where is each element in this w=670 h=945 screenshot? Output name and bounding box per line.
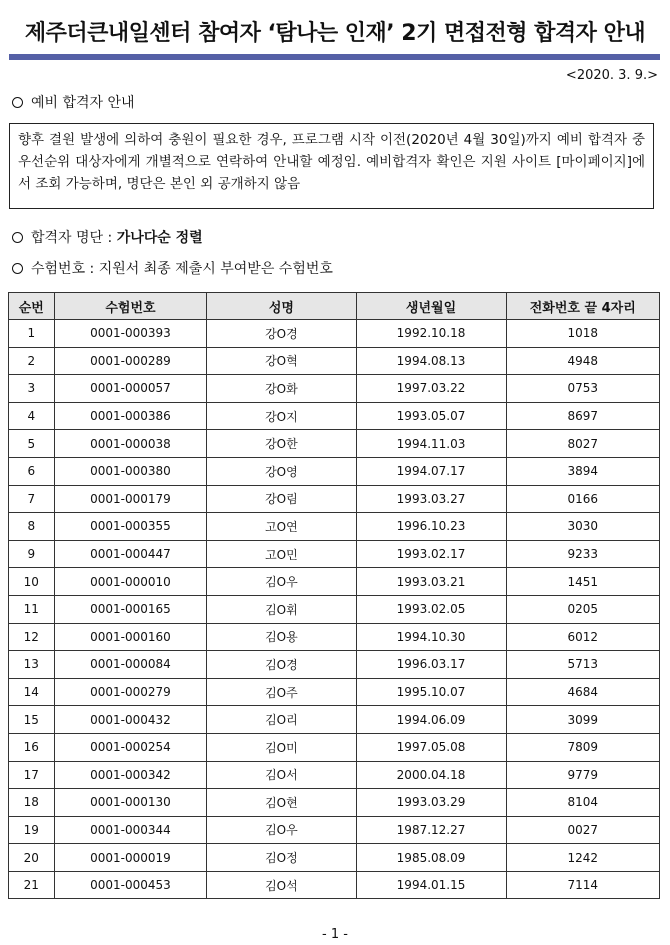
cell-no: 5 [9, 430, 55, 458]
results-table [8, 292, 660, 899]
reserve-heading-text: 예비 합격자 안내 [31, 95, 135, 111]
cell-no: 2 [9, 347, 55, 375]
col-header-name: 성명 [207, 293, 356, 320]
circle-bullet-icon [12, 97, 23, 108]
cell-birthdate: 1994.11.03 [356, 430, 506, 458]
table-row [9, 733, 660, 761]
cell-exam-number: 0001-000380 [54, 457, 207, 485]
cell-exam-number: 0001-000179 [54, 485, 207, 513]
cell-birthdate: 2000.04.18 [356, 761, 506, 789]
cell-no: 9 [9, 540, 55, 568]
cell-phone-last4: 1451 [506, 568, 659, 596]
page-title: 제주더큰내일센터 참여자 ‘탐나는 인재’ 2기 면접전형 합격자 안내 [24, 21, 646, 46]
cell-no: 21 [9, 871, 55, 899]
table-row [9, 568, 660, 596]
cell-no: 14 [9, 678, 55, 706]
cell-phone-last4: 9779 [506, 761, 659, 789]
cell-exam-number: 0001-000432 [54, 706, 207, 734]
cell-name: 강O한 [207, 430, 356, 458]
cell-birthdate: 1997.03.22 [356, 375, 506, 403]
cell-phone-last4: 0753 [506, 375, 659, 403]
cell-birthdate: 1996.10.23 [356, 513, 506, 541]
cell-no: 17 [9, 761, 55, 789]
cell-phone-last4: 8104 [506, 789, 659, 817]
cell-exam-number: 0001-000355 [54, 513, 207, 541]
cell-name: 김O미 [207, 733, 356, 761]
table-row [9, 402, 660, 430]
cell-birthdate: 1994.01.15 [356, 871, 506, 899]
table-row [9, 651, 660, 679]
table-row [9, 485, 660, 513]
cell-no: 4 [9, 402, 55, 430]
document-date: <2020. 3. 9.> [565, 68, 658, 83]
cell-no: 6 [9, 457, 55, 485]
cell-name: 김O우 [207, 816, 356, 844]
table-row [9, 844, 660, 872]
cell-no: 13 [9, 651, 55, 679]
cell-name: 김O우 [207, 568, 356, 596]
table-row [9, 375, 660, 403]
cell-birthdate: 1993.02.05 [356, 595, 506, 623]
cell-no: 1 [9, 320, 55, 348]
circle-bullet-icon [12, 232, 23, 243]
cell-exam-number: 0001-000289 [54, 347, 207, 375]
col-header-birthdate: 생년월일 [356, 293, 506, 320]
cell-phone-last4: 6012 [506, 623, 659, 651]
cell-name: 강O영 [207, 457, 356, 485]
cell-no: 19 [9, 816, 55, 844]
cell-phone-last4: 4684 [506, 678, 659, 706]
cell-phone-last4: 0166 [506, 485, 659, 513]
cell-name: 김O휘 [207, 595, 356, 623]
cell-no: 8 [9, 513, 55, 541]
cell-phone-last4: 4948 [506, 347, 659, 375]
col-header-exam-number: 수험번호 [54, 293, 207, 320]
table-row [9, 430, 660, 458]
cell-name: 김O용 [207, 623, 356, 651]
results-table-body [9, 320, 660, 899]
cell-phone-last4: 3030 [506, 513, 659, 541]
cell-no: 15 [9, 706, 55, 734]
cell-name: 고O연 [207, 513, 356, 541]
table-row [9, 789, 660, 817]
cell-birthdate: 1997.05.08 [356, 733, 506, 761]
cell-name: 김O경 [207, 651, 356, 679]
cell-exam-number: 0001-000386 [54, 402, 207, 430]
exam-number-note [12, 258, 333, 278]
cell-exam-number: 0001-000038 [54, 430, 207, 458]
cell-name: 강O림 [207, 485, 356, 513]
cell-name: 김O정 [207, 844, 356, 872]
cell-name: 김O석 [207, 871, 356, 899]
col-header-no: 순번 [9, 293, 55, 320]
cell-name: 고O민 [207, 540, 356, 568]
cell-birthdate: 1993.03.21 [356, 568, 506, 596]
cell-phone-last4: 8027 [506, 430, 659, 458]
cell-birthdate: 1994.07.17 [356, 457, 506, 485]
cell-exam-number: 0001-000393 [54, 320, 207, 348]
cell-birthdate: 1993.03.29 [356, 789, 506, 817]
cell-exam-number: 0001-000279 [54, 678, 207, 706]
cell-no: 3 [9, 375, 55, 403]
cell-birthdate: 1993.02.17 [356, 540, 506, 568]
cell-birthdate: 1996.03.17 [356, 651, 506, 679]
title-underline-bar [9, 54, 660, 60]
cell-birthdate: 1994.08.13 [356, 347, 506, 375]
table-header-row [9, 293, 660, 320]
cell-birthdate: 1993.03.27 [356, 485, 506, 513]
cell-no: 12 [9, 623, 55, 651]
cell-exam-number: 0001-000019 [54, 844, 207, 872]
reserve-heading [12, 92, 135, 112]
cell-birthdate: 1985.08.09 [356, 844, 506, 872]
cell-phone-last4: 3099 [506, 706, 659, 734]
cell-name: 김O리 [207, 706, 356, 734]
cell-exam-number: 0001-000453 [54, 871, 207, 899]
cell-exam-number: 0001-000342 [54, 761, 207, 789]
cell-phone-last4: 1242 [506, 844, 659, 872]
cell-no: 16 [9, 733, 55, 761]
table-row [9, 871, 660, 899]
cell-birthdate: 1993.05.07 [356, 402, 506, 430]
exam-number-note-text: 수험번호 : 지원서 최종 제출시 부여받은 수험번호 [31, 261, 333, 277]
table-row [9, 816, 660, 844]
table-row [9, 678, 660, 706]
cell-birthdate: 1994.10.30 [356, 623, 506, 651]
cell-phone-last4: 7809 [506, 733, 659, 761]
col-header-phone-last4: 전화번호 끝 4자리 [506, 293, 659, 320]
cell-exam-number: 0001-000344 [54, 816, 207, 844]
table-row [9, 347, 660, 375]
table-row [9, 540, 660, 568]
cell-birthdate: 1992.10.18 [356, 320, 506, 348]
cell-exam-number: 0001-000160 [54, 623, 207, 651]
cell-phone-last4: 5713 [506, 651, 659, 679]
cell-name: 김O주 [207, 678, 356, 706]
cell-name: 강O혁 [207, 347, 356, 375]
table-row [9, 320, 660, 348]
cell-name: 강O경 [207, 320, 356, 348]
cell-exam-number: 0001-000165 [54, 595, 207, 623]
table-row [9, 623, 660, 651]
cell-name: 김O현 [207, 789, 356, 817]
cell-phone-last4: 7114 [506, 871, 659, 899]
table-row [9, 457, 660, 485]
cell-phone-last4: 8697 [506, 402, 659, 430]
cell-phone-last4: 9233 [506, 540, 659, 568]
cell-name: 김O서 [207, 761, 356, 789]
cell-name: 강O화 [207, 375, 356, 403]
list-heading-sort: 가나다순 정렬 [116, 230, 203, 246]
cell-exam-number: 0001-000254 [54, 733, 207, 761]
cell-exam-number: 0001-000057 [54, 375, 207, 403]
cell-phone-last4: 0027 [506, 816, 659, 844]
list-heading-prefix: 합격자 명단 : [31, 230, 117, 246]
list-heading [12, 227, 203, 247]
page-number: - 1 - [322, 927, 348, 942]
table-row [9, 706, 660, 734]
cell-no: 7 [9, 485, 55, 513]
cell-no: 10 [9, 568, 55, 596]
cell-phone-last4: 3894 [506, 457, 659, 485]
cell-phone-last4: 0205 [506, 595, 659, 623]
reserve-notice-box: 향후 결원 발생에 의하여 충원이 필요한 경우, 프로그램 시작 이전(2020년 4월 30일)까지 예비 합격자 중 우선순위 대상자에게 개별적으로 연락하여 안내할 예정임. 예비합격자 확인은 지원 사이트 [마이페이지]에서 조회 가능하며, 명단은 본인 외 공개하지 않음 [9, 123, 654, 209]
cell-exam-number: 0001-000130 [54, 789, 207, 817]
cell-exam-number: 0001-000084 [54, 651, 207, 679]
cell-no: 11 [9, 595, 55, 623]
cell-exam-number: 0001-000447 [54, 540, 207, 568]
cell-phone-last4: 1018 [506, 320, 659, 348]
cell-no: 20 [9, 844, 55, 872]
cell-birthdate: 1987.12.27 [356, 816, 506, 844]
cell-birthdate: 1995.10.07 [356, 678, 506, 706]
table-row [9, 761, 660, 789]
table-row [9, 595, 660, 623]
table-row [9, 513, 660, 541]
cell-no: 18 [9, 789, 55, 817]
cell-birthdate: 1994.06.09 [356, 706, 506, 734]
cell-exam-number: 0001-000010 [54, 568, 207, 596]
circle-bullet-icon [12, 263, 23, 274]
cell-name: 강O지 [207, 402, 356, 430]
